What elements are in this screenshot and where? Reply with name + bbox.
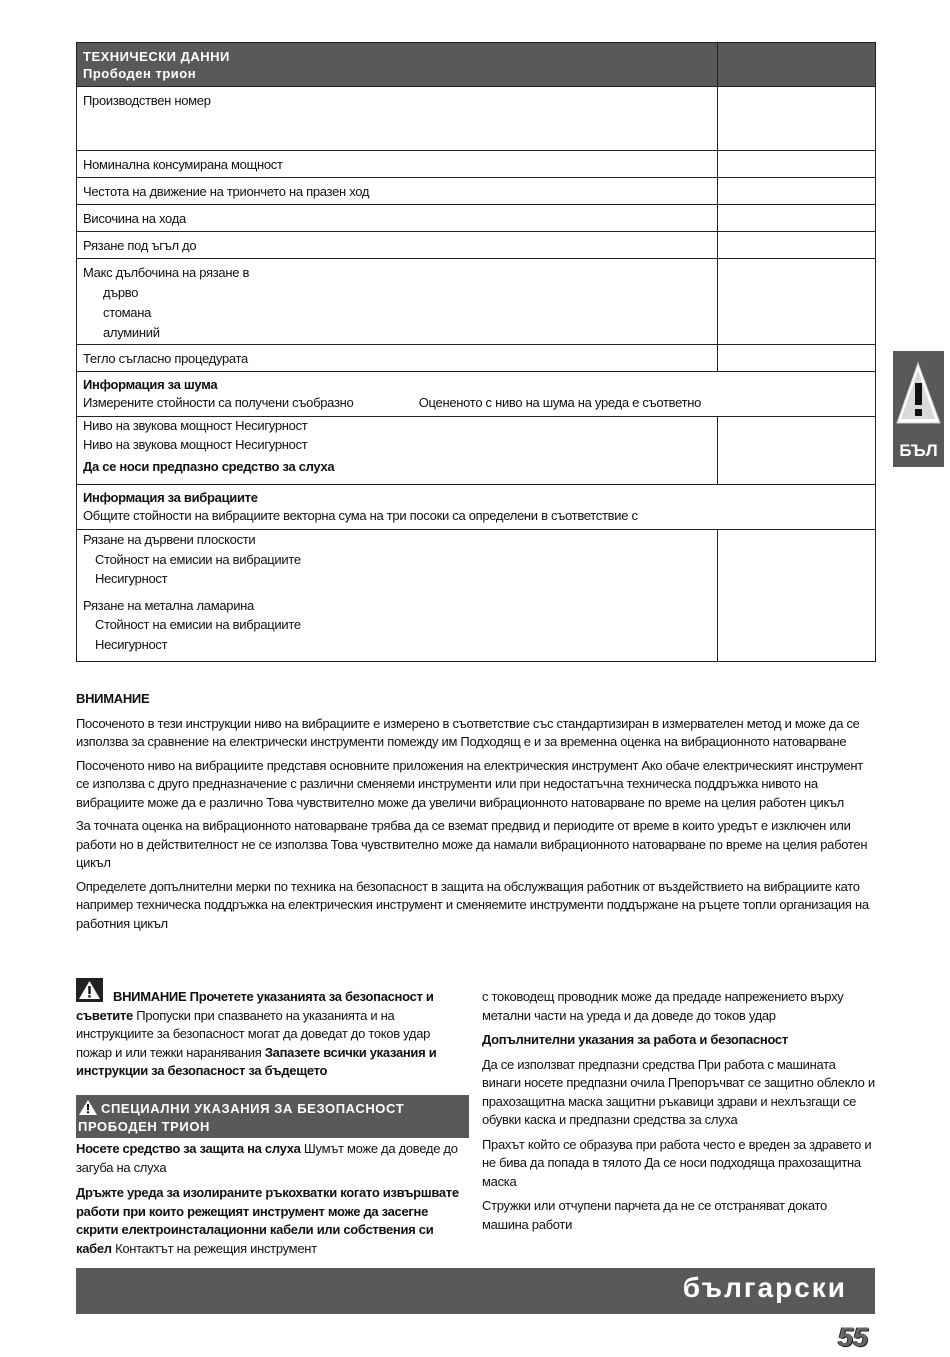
language-code: БЪЛ: [899, 441, 938, 460]
table-row: [77, 178, 876, 205]
attention-paragraph: Посоченото ниво на вибрациите представя основните приложения на електрическия инструмент Ако обаче електрическият инструмент се използва с друго предназначение с различни сменяеми инструменти или при недостатъчна техническа поддръжка нивото на вибрациите може да е различно Това чувствително може да увеличи вибрационното натоварване по време на целия работен цикъл: [76, 757, 863, 810]
left-column-lower: [76, 1140, 469, 1258]
instruction-paragraph: Да се използват предпазни средства При работа с машината винаги носете предпазни очила Препоръчват се защитно облекло и прахозащитна маска защитни ръкавици здрави и нехлъзгащи се обувки каска и предпазни средства за слуха: [482, 1056, 875, 1127]
table-row: [77, 530, 876, 662]
attention-block: [76, 690, 876, 933]
continuation-text: с тоководещ проводник може да предаде напрежението върху метални части на уреда и да доведе до токов удар: [482, 989, 844, 1023]
instruction-paragraph: Стружки или отчупени парчета да не се отстраняват докато машина работи: [482, 1198, 827, 1232]
noise-title-row: [77, 372, 876, 417]
noise-intro: Измерените стойности са получени съобразно Оцененото с ниво на шума на уреда е съответно: [83, 395, 702, 410]
row-label: Номинална консумирана мощност: [77, 151, 718, 178]
noise-header: [77, 372, 876, 417]
vib-wood-uncertainty: Несигурност: [95, 571, 168, 586]
table-row: [77, 87, 876, 151]
row-sublabel: алуминий: [103, 325, 160, 340]
vibration-title: Информация за вибрациите: [83, 490, 258, 505]
attention-paragraph: Определете допълнителни мерки по техника на безопасност в защита на обслужващия работник от въздействието на вибрациите като например техническа поддръжка на електрическия инструмент и сменяемите инструменти поддържане на ръцете топли организация на работния цикъл: [76, 878, 869, 931]
noise-values: [77, 417, 718, 485]
table-header-value: [718, 43, 876, 87]
instruction-paragraph: Прахът който се образува при работа често е вреден за здравето и не бива да попада в тялото Да се носи подходяща прахозащитна маска: [482, 1136, 872, 1189]
page-number: 55: [838, 1322, 869, 1352]
depth-cell: [77, 259, 718, 345]
language-side-tab: [893, 351, 944, 467]
table-title: ТЕХНИЧЕСКИ ДАННИ: [83, 49, 230, 64]
row-sublabel: стомана: [103, 305, 152, 320]
row-sublabel: дърво: [103, 285, 139, 300]
warning-triangle-icon: [78, 1099, 98, 1116]
attention-paragraph: Посоченото в тези инструкции ниво на вибрациите е измерено в съответствие със стандартизиран в измервателен метод и може да се използва за сравнение на електрически инструменти помежду им Подходящ е и за временна оценка на вибрационното натоварване: [76, 715, 860, 749]
vibration-header: [77, 485, 876, 530]
noise-level: Ниво на звукова мощност Несигурност: [83, 418, 308, 433]
hearing-note: Носете средство за защита на слуха Шумът може да доведе до загуба на слуха: [76, 1141, 458, 1175]
row-label: Честота на движение на триончето на празен ход: [77, 178, 718, 205]
attention-paragraph: За точната оценка на вибрационното натоварване трябва да се вземат предвид и периодите от време в които уредът е изключен или работи но в действителност не се използва Това чувствително може да намали вибрационното натоварване по време на целия работен цикъл: [76, 818, 868, 870]
table-row: [77, 345, 876, 372]
table-row: [77, 417, 876, 485]
right-column: [482, 988, 875, 1234]
section-title: СПЕЦИАЛНИ УКАЗАНИЯ ЗА БЕЗОПАСНОСТ: [101, 1101, 405, 1116]
hearing-protection-note: Да се носи предпазно средство за слуха: [83, 459, 335, 474]
safety-warning: ВНИМАНИЕ Прочетете указанията за безопасност и съветите Пропуски при спазването на указанията и на инструкциите за безопасност могат да доведат до токов удар пожар и или тежки наранявания Запазете всички указания и инструкции за безопасност за бъдещето: [76, 989, 437, 1078]
section-subtitle: ПРОБОДЕН ТРИОН: [78, 1119, 211, 1134]
table-row: [77, 151, 876, 178]
table-row: [77, 205, 876, 232]
vib-metal-uncertainty: Несигурност: [95, 636, 168, 652]
vib-metal-emission: Стойност на емисии на вибрациите: [95, 617, 301, 632]
table-header-row: [77, 43, 876, 87]
language-label: български: [682, 1272, 847, 1303]
vibration-title-row: [77, 485, 876, 530]
language-footer-bar: [76, 1268, 875, 1314]
vibration-intro: Общите стойности на вибрациите векторна сума на три посоки са определени в съответствие с: [83, 508, 638, 523]
vib-metal-label: Рязане на метална ламарина: [83, 597, 254, 613]
table-header: [77, 43, 718, 87]
warning-triangle-icon: [896, 361, 941, 425]
row-label: Макс дълбочина на рязане в: [83, 265, 250, 280]
vib-wood-emission: Стойност на емисии на вибрациите: [95, 551, 301, 567]
row-label: Тегло съгласно процедурата: [77, 345, 718, 372]
special-safety-section-bar: [76, 1095, 469, 1138]
vib-wood-label: Рязане на дървени плоскости: [83, 532, 256, 547]
table-row: [77, 232, 876, 259]
table-row: [77, 259, 876, 345]
row-label: Височина на хода: [77, 205, 718, 232]
vibration-values: [77, 530, 718, 662]
row-label: Рязане под ъгъл до: [77, 232, 718, 259]
noise-level: Ниво на звукова мощност Несигурност: [83, 436, 308, 452]
insulated-grip-note: Дръжте уреда за изолираните ръкохватки когато извършвате работи при които режещият инструмент може да засегне скрити електроинсталационни кабели или собствения си кабел Контактът на режещия инструмент: [76, 1185, 459, 1256]
technical-data-table: [76, 42, 876, 662]
attention-title: ВНИМАНИЕ: [76, 691, 150, 706]
extra-instructions-title: Допълнителни указания за работа и безопасност: [482, 1032, 788, 1047]
row-label: Производствен номер: [77, 87, 718, 151]
left-column: [76, 988, 469, 1081]
table-subtitle: Прободен трион: [83, 66, 197, 81]
noise-title: Информация за шума: [83, 377, 218, 392]
